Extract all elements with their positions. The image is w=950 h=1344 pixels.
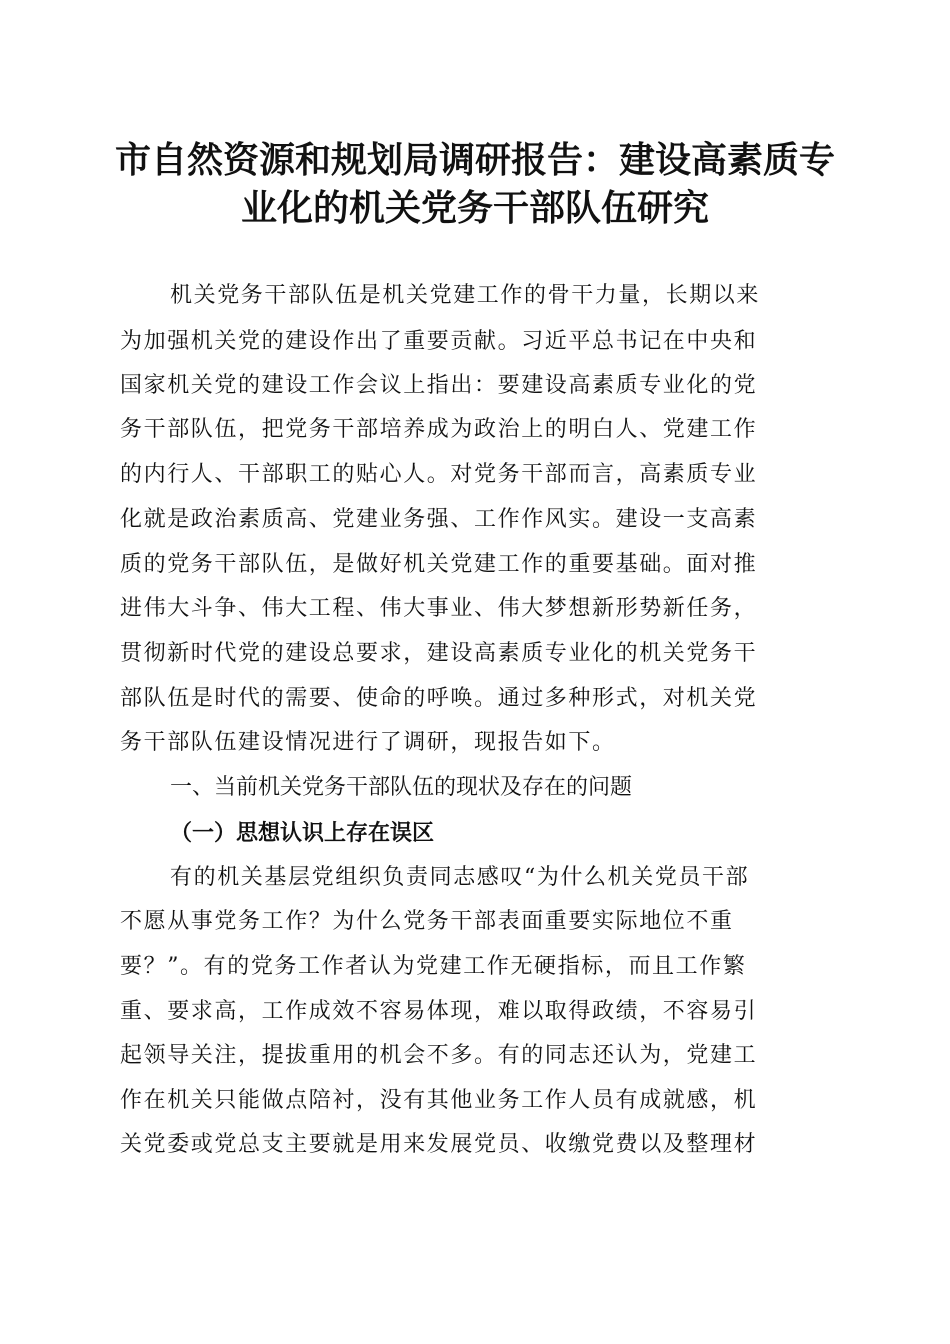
subsection-1-heading: （一）思想认识上存在误区 xyxy=(170,820,435,846)
document-title-line-1: 市自然资源和规划局调研报告：建设高素质专 xyxy=(114,139,835,181)
intro-line-7: 质的党务干部队伍，是做好机关党建工作的重要基础。面对推 xyxy=(120,552,758,577)
subsection-1-line-2: 不愿从事党务工作？为什么党务干部表面重要实际地位不重 xyxy=(120,909,734,934)
subsection-1-line-3: 要？”。有的党务工作者认为党建工作无硬指标，而且工作繁 xyxy=(120,954,747,979)
intro-line-5: 的内行人、干部职工的贴心人。对党务干部而言，高素质专业 xyxy=(120,462,758,487)
subsection-1-line-7: 关党委或党总支主要就是用来发展党员、收缴党费以及整理材 xyxy=(120,1132,758,1157)
subsection-1-line-4: 重、要求高，工作成效不容易体现，难以取得政绩，不容易引 xyxy=(120,999,758,1024)
subsection-1-line-1: 有的机关基层党组织负责同志感叹“为什么机关党员干部 xyxy=(170,865,750,890)
subsection-1-line-5: 起领导关注，提拔重用的机会不多。有的同志还认为，党建工 xyxy=(120,1043,758,1068)
section-1-heading: 一、当前机关党务干部队伍的现状及存在的问题 xyxy=(170,775,633,800)
intro-line-9: 贯彻新时代党的建设总要求，建设高素质专业化的机关党务干 xyxy=(120,641,758,666)
intro-line-3: 国家机关党的建设工作会议上指出：要建设高素质专业化的党 xyxy=(120,373,758,398)
intro-line-1: 机关党务干部队伍是机关党建工作的骨干力量，长期以来 xyxy=(170,283,761,308)
intro-line-11: 务干部队伍建设情况进行了调研，现报告如下。 xyxy=(120,730,616,755)
intro-line-4: 务干部队伍，把党务干部培养成为政治上的明白人、党建工作 xyxy=(120,417,758,442)
subsection-1-line-6: 作在机关只能做点陪衬，没有其他业务工作人员有成就感，机 xyxy=(120,1088,758,1113)
document-title-line-2: 业化的机关党务干部队伍研究 xyxy=(240,187,709,229)
intro-line-10: 部队伍是时代的需要、使命的呼唤。通过多种形式，对机关党 xyxy=(120,686,758,711)
intro-line-6: 化就是政治素质高、党建业务强、工作作风实。建设一支高素 xyxy=(120,507,758,532)
intro-line-2: 为加强机关党的建设作出了重要贡献。习近平总书记在中央和 xyxy=(120,329,758,354)
intro-line-8: 进伟大斗争、伟大工程、伟大事业、伟大梦想新形势新任务， xyxy=(120,596,758,621)
